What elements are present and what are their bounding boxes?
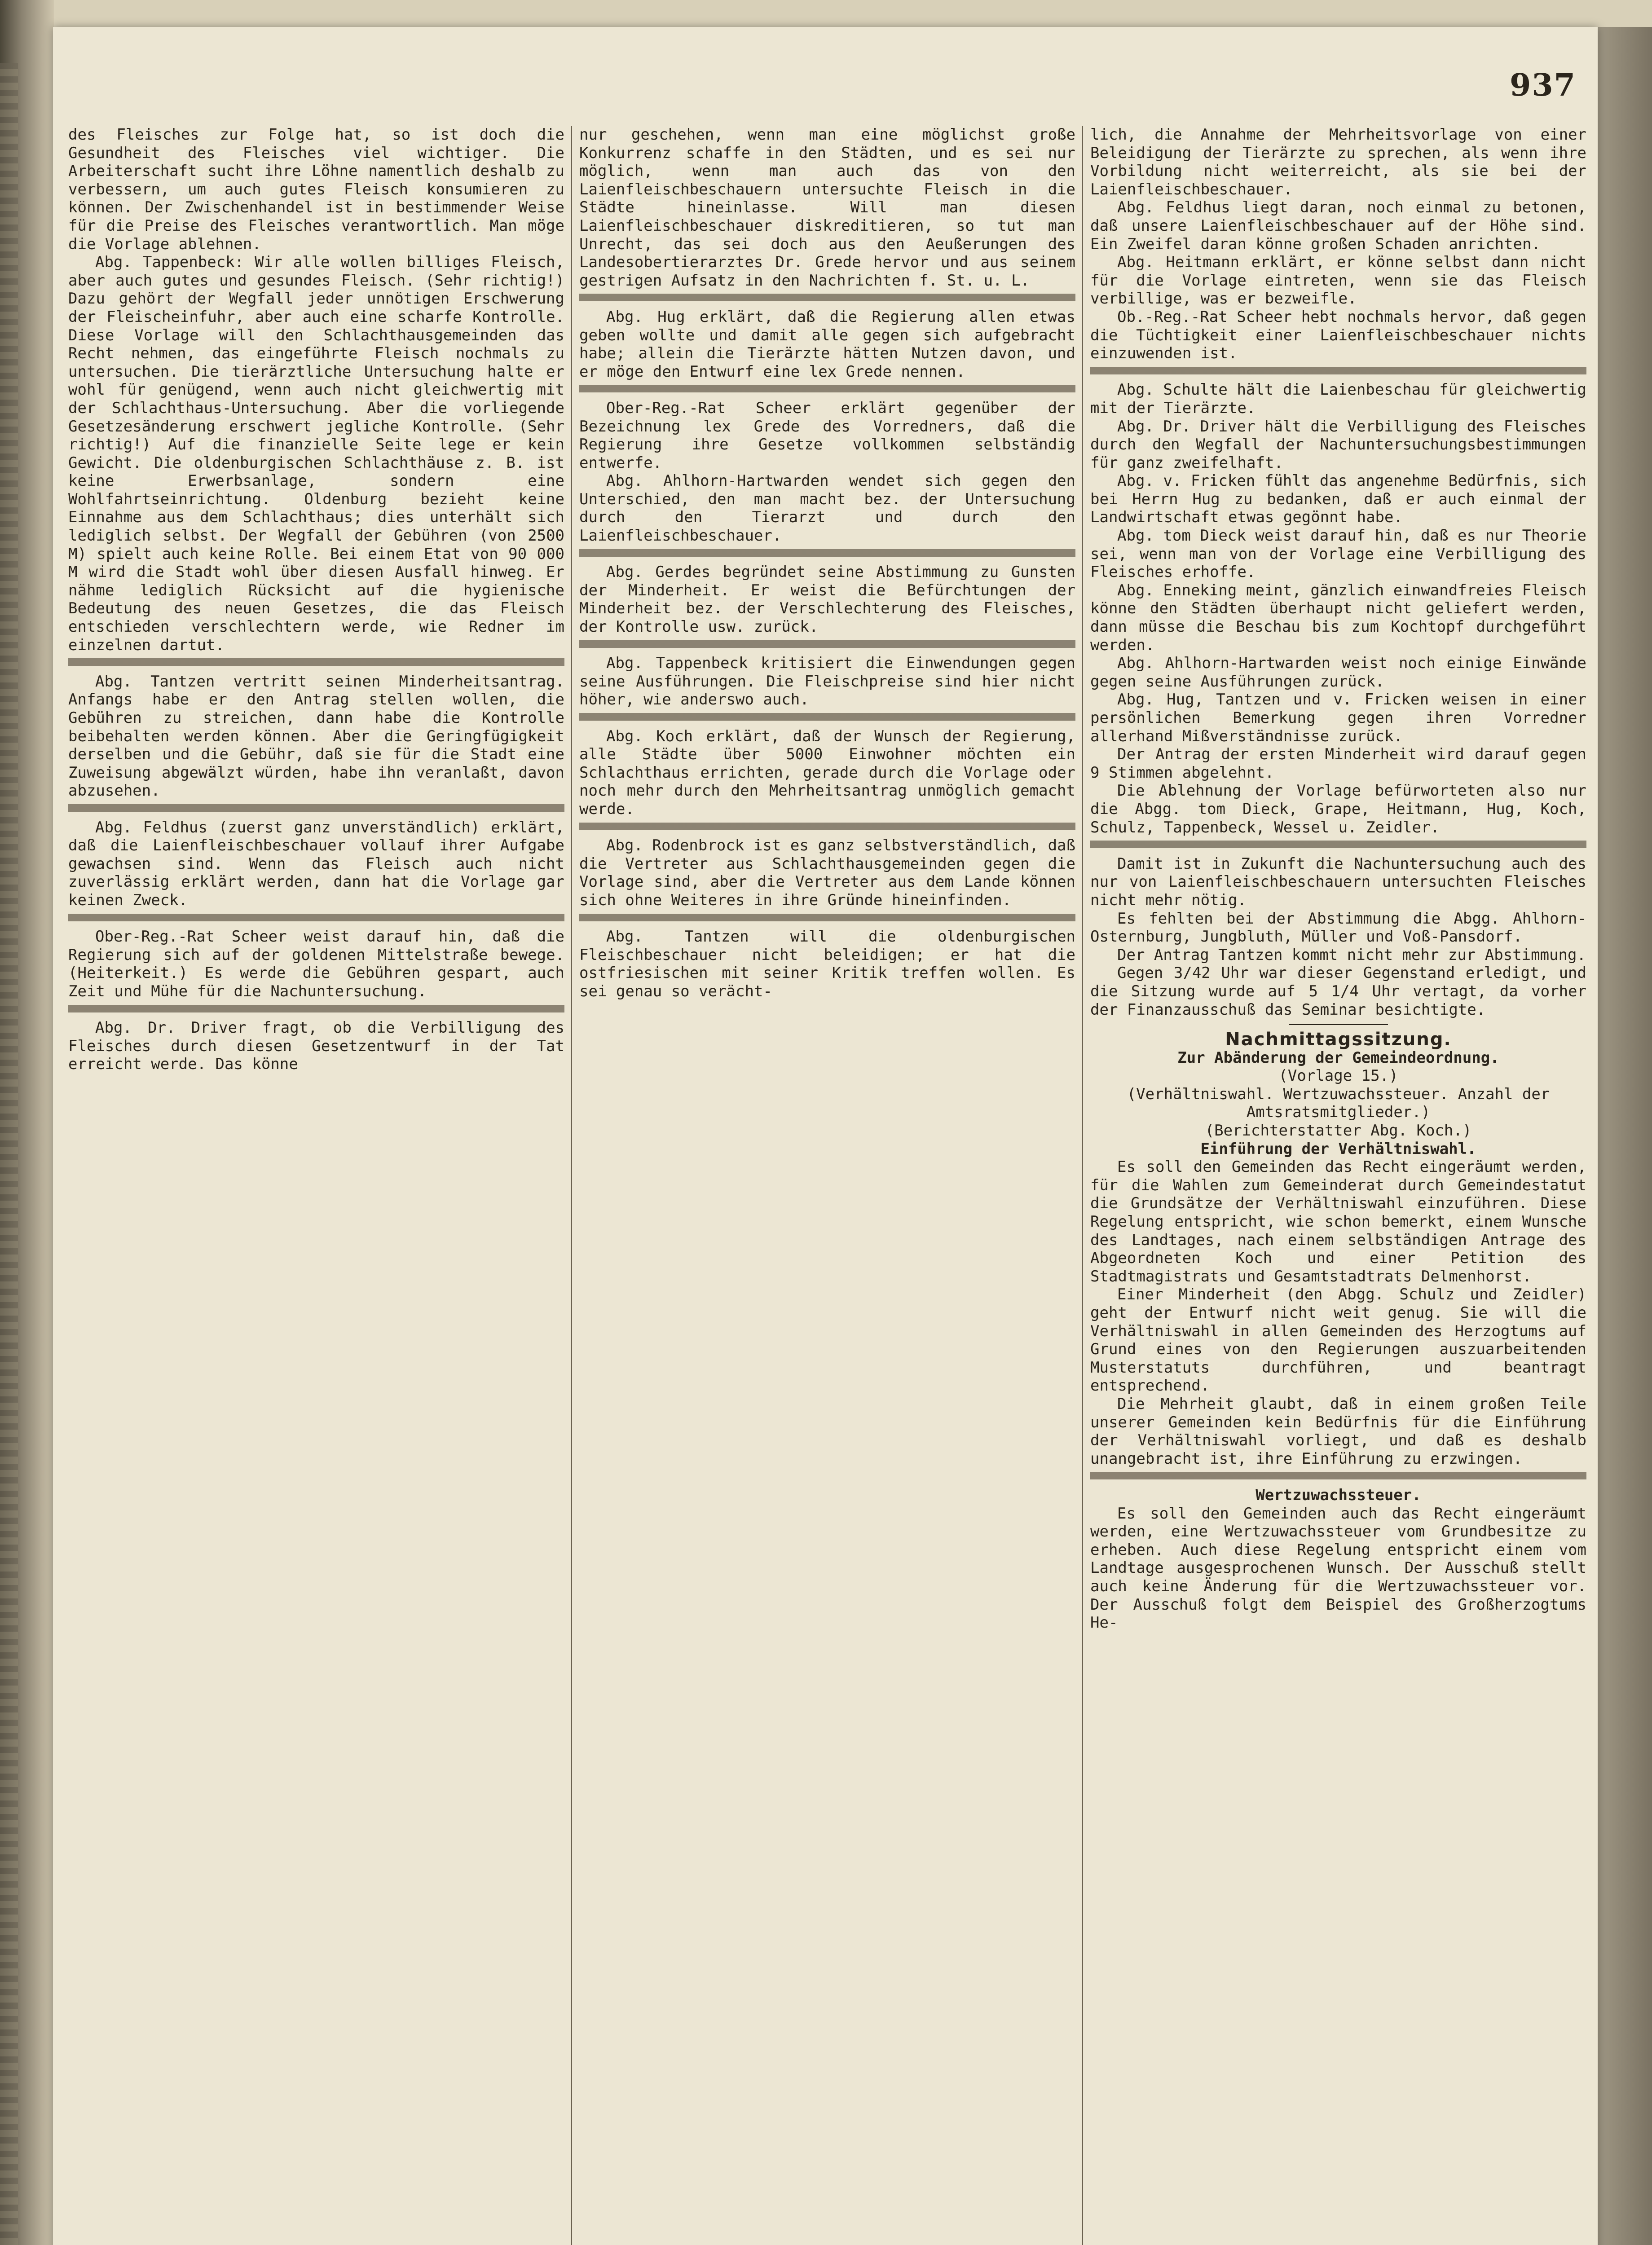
column-3-continued-text: [1090, 1468, 1586, 1486]
column-1: [68, 126, 564, 2245]
column-2-paragraph: Abg. Gerdes begründet seine Abstimmung zu Gunsten der Minderheit. Er weist die Befürchtungen der Minderheit bez. der Verschlechterung des Fleisches, der Kontrolle usw. zurück.: [579, 563, 1075, 636]
text-columns: [59, 126, 1590, 2245]
column-3-paragraph: Es soll den Gemeinden das Recht eingeräumt werden, für die Wahlen zum Gemeinderat durch Gemeindestatut die Grundsätze der Verhältniswahl einzuführen. Diese Regelung entspricht, wie schon bemerkt, einem Wunsche des Landtages, nach einem selbständigen Antrage des Abgeordneten Koch und einer Petition des Stadtmagistrats und Gesamtstadtrats Delmenhorst.: [1090, 1158, 1586, 1285]
column-2-continued-text: [579, 819, 1075, 837]
column-3-continued-text: [1090, 363, 1586, 381]
column-2-continued-text: [579, 709, 1075, 727]
reporter: (Berichterstatter Abg. Koch.): [1205, 1122, 1472, 1140]
page-number: 937: [1510, 67, 1576, 103]
column-3-paragraph: Gegen 3/42 Uhr war dieser Gegenstand erledigt, und die Sitzung wurde auf 5 1/4 Uhr vertagt, da vorher der Finanzausschuß das Seminar besichtigte.: [1090, 964, 1586, 1019]
column-3-paragraph: Der Antrag der ersten Minderheit wird darauf gegen 9 Stimmen abgelehnt.: [1090, 745, 1586, 782]
column-3-paragraph: Damit ist in Zukunft die Nachuntersuchung auch des nur von Laienfleischbeschauern untersuchten Fleisches nicht mehr nötig.: [1090, 854, 1586, 909]
subsection-heading: Wertzuwachssteuer.: [1256, 1486, 1421, 1504]
column-3-paragraph: Abg. Enneking meint, gänzlich einwandfreies Fleisch könne den Städten überhaupt nicht geliefert werden, dann müsse die Beschau bis zum Kochtopf durchgeführt werden.: [1090, 581, 1586, 654]
section-divider: [1289, 1024, 1388, 1025]
column-3-paragraph: Abg. Feldhus liegt daran, noch einmal zu betonen, daß unsere Laienfleischbeschauer auf der Höhe sind. Ein Zweifel daran könne großen Schaden anrichten.: [1090, 198, 1586, 253]
column-3-paragraph: Abg. Ahlhorn-Hartwarden weist noch einige Einwände gegen seine Ausführungen zurück.: [1090, 654, 1586, 691]
column-3-paragraph: Abg. Hug, Tantzen und v. Fricken weisen in einer persönlichen Bemerkung gegen ihren Vorredner allerhand Mißverständnisse zurück.: [1090, 691, 1586, 745]
column-3-paragraph: Abg. Heitmann erklärt, er könne selbst dann nicht für die Vorlage eintreten, wenn sie das Fleisch verbillige, was er bezweifle.: [1090, 253, 1586, 308]
column-2-continued-text: [579, 381, 1075, 399]
column-2-paragraph: Abg. Koch erklärt, daß der Wunsch der Regierung, alle Städte über 5000 Einwohner möchten ein Schlachthaus errichten, gerade durch die Vorlage oder noch mehr durch den Mehrheitsantrag unmöglich gemacht werde.: [579, 727, 1075, 818]
column-3-paragraph: Abg. v. Fricken fühlt das angenehme Bedürfnis, sich bei Herrn Hug zu bedanken, daß er auch einmal der Landwirtschaft etwas gegönnt habe.: [1090, 472, 1586, 527]
column-3-paragraph: Die Ablehnung der Vorlage befürworteten also nur die Abgg. tom Dieck, Grape, Heitmann, Hug, Koch, Schulz, Tappenbeck, Wessel u. Zeidler.: [1090, 782, 1586, 836]
column-1-continued-text: [68, 800, 564, 819]
page-edge-shadow: [1598, 27, 1652, 2245]
column-1-paragraph: Ober-Reg.-Rat Scheer weist darauf hin, daß die Regierung sich auf der goldenen Mittelstraße bewege. (Heiterkeit.) Es werde die Gebühren gespart, auch Zeit und Mühe für die Nachuntersuchung.: [68, 928, 564, 1000]
column-3-paragraph: Die Mehrheit glaubt, daß in einem großen Teile unserer Gemeinden kein Bedürfnis für die Einführung der Verhältniswahl vorliegt, und daß es deshalb unangebracht ist, ihre Einführung zu erzwingen.: [1090, 1395, 1586, 1468]
column-rule: [571, 126, 572, 2245]
column-1-continued-text: [68, 654, 564, 673]
column-1-paragraph: Abg. Feldhus (zuerst ganz unverständlich) erklärt, daß die Laienfleischbeschauer vollauf ihrer Aufgabe gewachsen sind. Wenn das Fleisch auch nicht zuverlässig erklärt werden, dann hat die Vorlage gar keinen Zweck.: [68, 818, 564, 909]
column-2-paragraph: nur geschehen, wenn man eine möglichst große Konkurrenz schaffe in den Städten, und es sei nur möglich, wenn man auch das von den Laienfleischbeschauern untersuchte Fleisch in die Städte hineinlasse. Will man diesen Laienfleischbeschauer diskreditieren, so tut man Unrecht, das sei doch aus den Aeußerungen des Landesobertierarztes Dr. Grede hervor und aus seinem gestrigen Aufsatz in den Nachrichten f. St. u. L.: [579, 126, 1075, 290]
section-heading: Nachmittagssitzung.: [1225, 1029, 1452, 1050]
column-2-paragraph: Abg. Tappenbeck kritisiert die Einwendungen gegen seine Ausführungen. Die Fleischpreise sind hier nicht höher, wie anderswo auch.: [579, 654, 1075, 709]
newspaper-page: [53, 27, 1598, 2245]
column-1-paragraph: des Fleisches zur Folge hat, so ist doch die Gesundheit des Fleisches viel wichtiger. Die Arbeiterschaft sucht ihre Löhne namentlich deshalb zu verbessern, um auch gutes Fleisch konsumieren zu können. Der Zwischenhandel ist in bestimmender Weise für die Preise des Fleisches verantwortlich. Man möge die Vorlage ablehnen.: [68, 126, 564, 253]
subsection-heading: Einführung der Verhältniswahl.: [1200, 1140, 1476, 1158]
column-1-continued-text: [68, 1001, 564, 1019]
column-2-paragraph: Abg. Hug erklärt, daß die Regierung allen etwas geben wollte und damit alle gegen sich aufgebracht habe; allein die Tierärzte hätten Nutzen davon, und er möge den Entwurf eine lex Grede nennen.: [579, 308, 1075, 381]
column-2-paragraph: Abg. Ahlhorn-Hartwarden wendet sich gegen den Unterschied, den man macht bez. der Untersuchung durch den Tierarzt und durch den Laienfleischbeschauer.: [579, 472, 1075, 545]
column-rule: [1082, 126, 1083, 2245]
column-2-paragraph: Abg. Rodenbrock ist es ganz selbstverständlich, daß die Vertreter aus Schlachthausgemeinden gegen die Vorlage sind, aber die Vertreter aus dem Lande können sich ohne Weiteres in ihre Gründe hineinfinden.: [579, 836, 1075, 909]
column-2-paragraph: Ober-Reg.-Rat Scheer erklärt gegenüber der Bezeichnung lex Grede des Vorredners, daß die Regierung ihre Gesetze vollkommen selbständig entwerfe.: [579, 399, 1075, 472]
column-3-paragraph: Es fehlten bei der Abstimmung die Abgg. Ahlhorn-Osternburg, Jungbluth, Müller und Voß-Pansdorf.: [1090, 909, 1586, 946]
column-3-paragraph: Abg. Dr. Driver hält die Verbilligung des Fleisches durch den Wegfall der Nachuntersuchungsbestimmungen für ganz zweifelhaft.: [1090, 417, 1586, 472]
previous-page-edge: [0, 63, 18, 2245]
column-3-paragraph: Es soll den Gemeinden auch das Recht eingeräumt werden, eine Wertzuwachssteuer vom Grundbesitze zu erheben. Auch diese Regelung entspricht einem vom Landtage ausgesprochenen Wunsch. Der Ausschuß stellt auch keine Änderung für die Wertzuwachssteuer vor. Der Ausschuß folgt dem Beispiel des Großherzogtums He-: [1090, 1504, 1586, 1632]
column-2-continued-text: [579, 636, 1075, 655]
column-2-continued-text: [579, 290, 1075, 308]
column-1-paragraph: Abg. Dr. Driver fragt, ob die Verbilligung des Fleisches durch diesen Gesetzentwurf in der Tat erreicht werde. Das könne: [68, 1019, 564, 1074]
column-2-paragraph: Abg. Tantzen will die oldenburgischen Fleischbeschauer nicht beleidigen; er hat die ostfriesischen mit seiner Kritik treffen wollen. Es sei genau so verächt-: [579, 928, 1075, 1000]
column-1-paragraph: Abg. Tappenbeck: Wir alle wollen billiges Fleisch, aber auch gutes und gesundes Fleisch. (Sehr richtig!) Dazu gehört der Wegfall jeder unnötigen Erschwerung der Fleischeinfuhr, aber auch eine scharfe Kontrolle. Diese Vorlage will den Schlachthausgemeinden das Recht nehmen, das eingeführte Fleisch nochmals zu untersuchen. Die tierärztliche Untersuchung halte er wohl für genügend, wenn auch nicht gleichwertig mit der Schlachthaus-Untersuchung. Aber die vorliegende Gesetzesänderung erschwert jegliche Kontrolle. (Sehr richtig!) Auf die finanzielle Seite lege er kein Gewicht. Die oldenburgischen Schlachthäuse z. B. ist keine Erwerbsanlage, sondern eine Wohlfahrtseinrichtung. Oldenburg bezieht keine Einnahme aus dem Schlachthaus; dies unterhält sich lediglich selbst. Der Wegfall der Gebühren (von 2500 M) spielt auch keine Rolle. Bei einem Etat von 90 000 M wird die Stadt wohl über diesen Ausfall hinweg. Er nähme lediglich Rücksicht auf die hygienische Bedeutung des neuen Gesetzes, die das Fleisch entschieden verschlechtern werde, wie Redner im einzelnen dartut.: [68, 253, 564, 654]
column-2-continued-text: [579, 910, 1075, 928]
column-3-paragraph: lich, die Annahme der Mehrheitsvorlage von einer Beleidigung der Tierärzte zu sprechen, als wenn ihre Vorbildung nicht weiterreicht, als sie bei der Laienfleischbeschauer.: [1090, 126, 1586, 198]
column-1-continued-text: [68, 910, 564, 928]
column-2-continued-text: [579, 545, 1075, 563]
column-3-paragraph: Der Antrag Tantzen kommt nicht mehr zur Abstimmung.: [1117, 946, 1586, 964]
bill-description: (Verhältniswahl. Wertzuwachssteuer. Anzahl der Amtsratsmitglieder.): [1127, 1085, 1550, 1122]
column-3-paragraph: Abg. tom Dieck weist darauf hin, daß es nur Theorie sei, wenn man von der Vorlage eine Verbilligung des Fleisches erhoffe.: [1090, 527, 1586, 581]
column-3-paragraph: Einer Minderheit (den Abgg. Schulz und Zeidler) geht der Entwurf nicht weit genug. Sie will die Verhältniswahl in allen Gemeinden des Herzogtums auf Grund eines von den Regierungen auszuarbeitenden Musterstatuts durchführen, und beantragt entsprechend.: [1090, 1285, 1586, 1395]
column-3-continued-text: [1090, 836, 1586, 855]
bill-reference: (Vorlage 15.): [1278, 1067, 1398, 1085]
column-2: [579, 126, 1075, 2245]
column-3-paragraph: Ob.-Reg.-Rat Scheer hebt nochmals hervor, daß gegen die Tüchtigkeit einer Laienfleischbeschauer nichts einzuwenden ist.: [1090, 308, 1586, 363]
column-3-paragraph: Abg. Schulte hält die Laienbeschau für gleichwertig mit der Tierärzte.: [1090, 381, 1586, 417]
column-1-paragraph: Abg. Tantzen vertritt seinen Minderheitsantrag. Anfangs habe er den Antrag stellen wollen, die Gebühren zu streichen, dann habe die Kontrolle beibehalten werden können. Aber die Geringfügigkeit derselben und die Gebühr, daß sie für die Stadt eine Zuweisung abgewälzt würden, habe ihn veranlaßt, davon abzusehen.: [68, 672, 564, 800]
section-subheading: Zur Abänderung der Gemeindeordnung.: [1177, 1048, 1499, 1067]
column-3: [1090, 126, 1586, 2245]
